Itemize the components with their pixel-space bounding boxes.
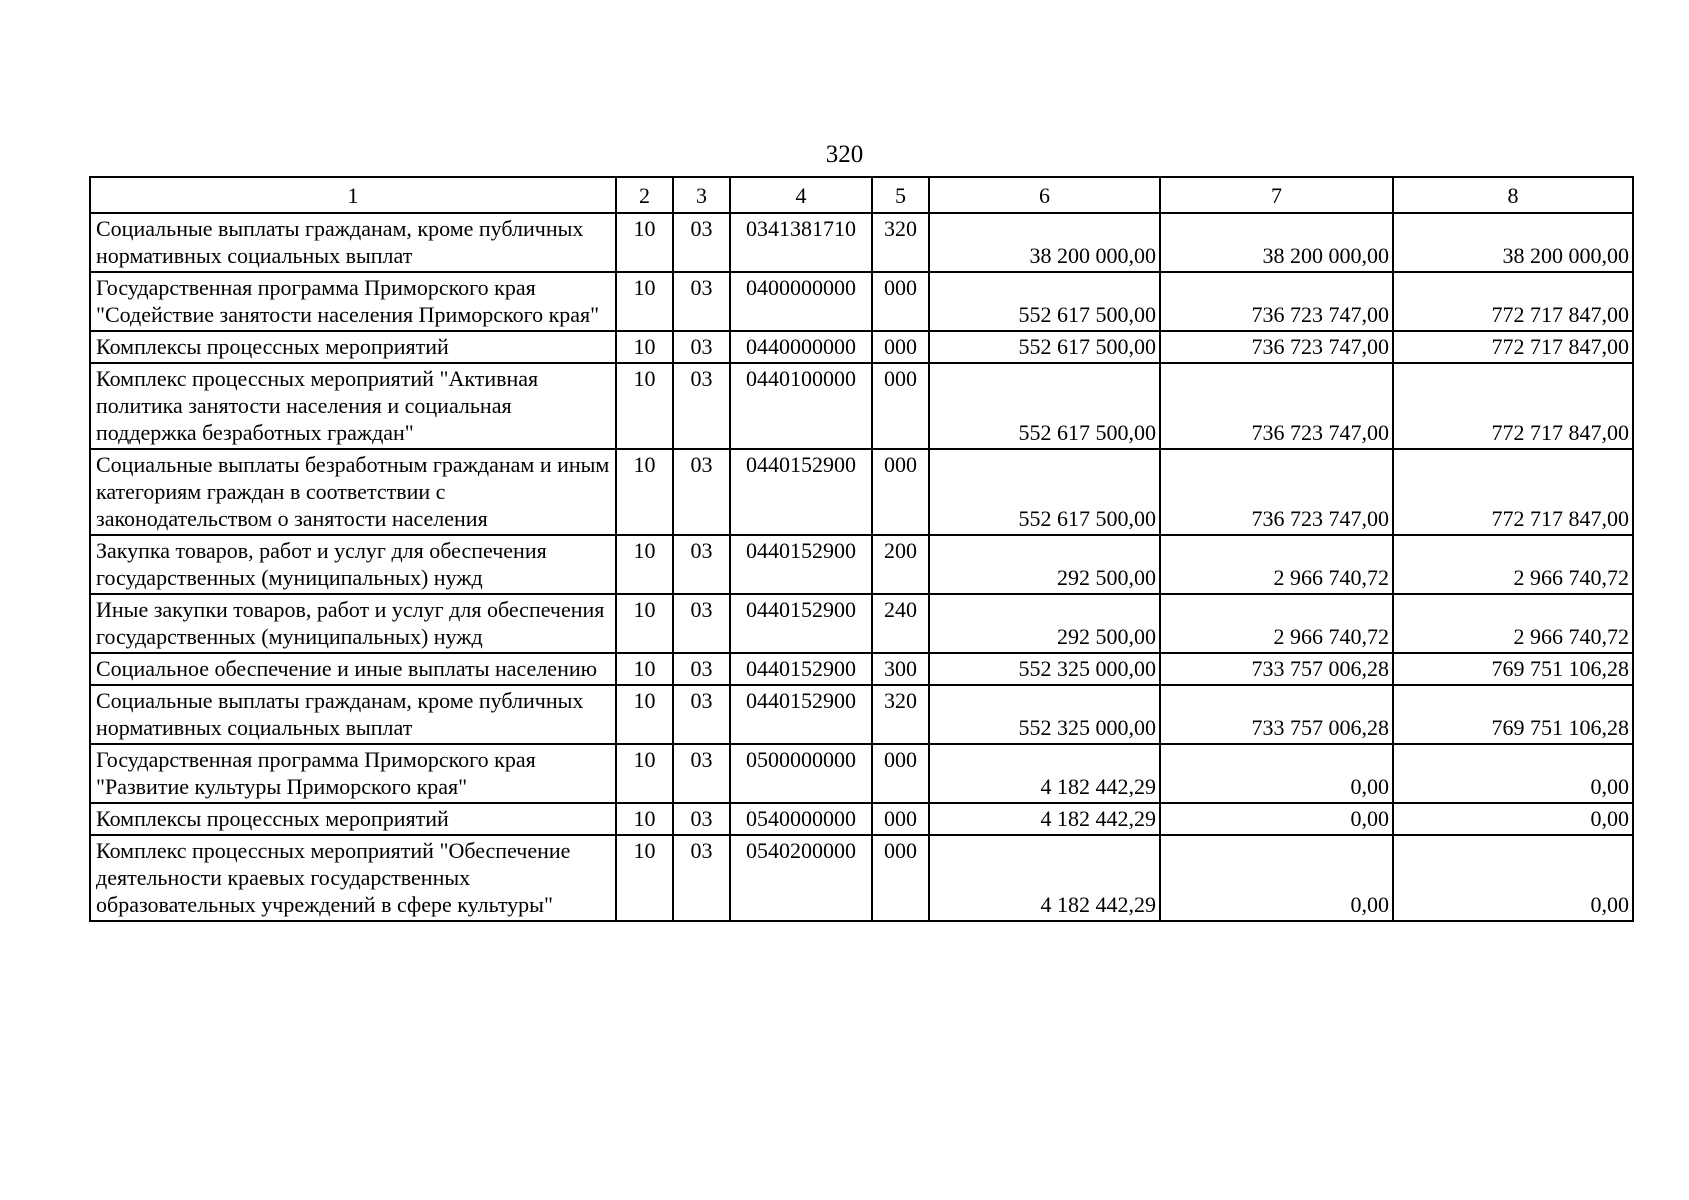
amount-col-8: 772 717 847,00 <box>1393 272 1633 331</box>
table-row <box>90 272 1633 331</box>
amount-col-7: 2 966 740,72 <box>1160 594 1393 653</box>
column-header: 1 <box>90 177 616 213</box>
expense-type-code: 000 <box>872 331 929 363</box>
amount-col-7: 736 723 747,00 <box>1160 363 1393 449</box>
target-article-code: 0500000000 <box>730 744 872 803</box>
expense-type-code: 000 <box>872 449 929 535</box>
subsection-code: 03 <box>673 213 730 272</box>
table-row <box>90 449 1633 535</box>
table-row <box>90 685 1633 744</box>
amount-col-8: 38 200 000,00 <box>1393 213 1633 272</box>
table-row <box>90 744 1633 803</box>
expense-type-code: 000 <box>872 803 929 835</box>
amount-col-8: 772 717 847,00 <box>1393 363 1633 449</box>
column-header: 6 <box>929 177 1160 213</box>
amount-col-7: 0,00 <box>1160 803 1393 835</box>
row-name: Социальные выплаты гражданам, кроме публичных нормативных социальных выплат <box>90 685 616 744</box>
amount-col-6: 552 325 000,00 <box>929 685 1160 744</box>
expense-type-code: 320 <box>872 685 929 744</box>
subsection-code: 03 <box>673 803 730 835</box>
amount-col-6: 552 617 500,00 <box>929 449 1160 535</box>
section-code: 10 <box>616 213 673 272</box>
target-article-code: 0400000000 <box>730 272 872 331</box>
row-name: Социальные выплаты безработным гражданам и иным категориям граждан в соответствии с законодательством о занятости населения <box>90 449 616 535</box>
table-row <box>90 331 1633 363</box>
target-article-code: 0341381710 <box>730 213 872 272</box>
subsection-code: 03 <box>673 685 730 744</box>
amount-col-7: 733 757 006,28 <box>1160 685 1393 744</box>
subsection-code: 03 <box>673 594 730 653</box>
subsection-code: 03 <box>673 363 730 449</box>
target-article-code: 0440100000 <box>730 363 872 449</box>
row-name: Иные закупки товаров, работ и услуг для обеспечения государственных (муниципальных) нужд <box>90 594 616 653</box>
table-header-row <box>90 177 1633 213</box>
amount-col-7: 38 200 000,00 <box>1160 213 1393 272</box>
row-name: Государственная программа Приморского края "Содействие занятости населения Приморского края" <box>90 272 616 331</box>
amount-col-8: 769 751 106,28 <box>1393 685 1633 744</box>
target-article-code: 0540000000 <box>730 803 872 835</box>
amount-col-8: 2 966 740,72 <box>1393 535 1633 594</box>
amount-col-6: 4 182 442,29 <box>929 744 1160 803</box>
expense-type-code: 000 <box>872 272 929 331</box>
expense-type-code: 300 <box>872 653 929 685</box>
column-header: 3 <box>673 177 730 213</box>
budget-table <box>89 176 1634 922</box>
subsection-code: 03 <box>673 449 730 535</box>
amount-col-7: 0,00 <box>1160 744 1393 803</box>
amount-col-6: 552 617 500,00 <box>929 272 1160 331</box>
table-row <box>90 363 1633 449</box>
section-code: 10 <box>616 363 673 449</box>
amount-col-6: 552 325 000,00 <box>929 653 1160 685</box>
section-code: 10 <box>616 449 673 535</box>
expense-type-code: 000 <box>872 363 929 449</box>
column-header: 8 <box>1393 177 1633 213</box>
row-name: Государственная программа Приморского края "Развитие культуры Приморского края" <box>90 744 616 803</box>
amount-col-7: 2 966 740,72 <box>1160 535 1393 594</box>
amount-col-6: 552 617 500,00 <box>929 331 1160 363</box>
section-code: 10 <box>616 803 673 835</box>
row-name: Комплексы процессных мероприятий <box>90 803 616 835</box>
column-header: 2 <box>616 177 673 213</box>
target-article-code: 0440152900 <box>730 449 872 535</box>
amount-col-7: 736 723 747,00 <box>1160 331 1393 363</box>
target-article-code: 0440152900 <box>730 594 872 653</box>
row-name: Комплексы процессных мероприятий <box>90 331 616 363</box>
amount-col-8: 0,00 <box>1393 803 1633 835</box>
subsection-code: 03 <box>673 744 730 803</box>
column-header: 4 <box>730 177 872 213</box>
subsection-code: 03 <box>673 653 730 685</box>
table-body <box>90 177 1633 921</box>
target-article-code: 0540200000 <box>730 835 872 921</box>
table-row <box>90 803 1633 835</box>
amount-col-8: 772 717 847,00 <box>1393 331 1633 363</box>
amount-col-6: 4 182 442,29 <box>929 835 1160 921</box>
row-name: Закупка товаров, работ и услуг для обеспечения государственных (муниципальных) нужд <box>90 535 616 594</box>
expense-type-code: 000 <box>872 835 929 921</box>
amount-col-7: 736 723 747,00 <box>1160 449 1393 535</box>
table-row <box>90 653 1633 685</box>
amount-col-6: 292 500,00 <box>929 535 1160 594</box>
amount-col-7: 0,00 <box>1160 835 1393 921</box>
section-code: 10 <box>616 594 673 653</box>
table-row <box>90 535 1633 594</box>
amount-col-8: 772 717 847,00 <box>1393 449 1633 535</box>
section-code: 10 <box>616 685 673 744</box>
target-article-code: 0440152900 <box>730 535 872 594</box>
table-row <box>90 213 1633 272</box>
amount-col-8: 769 751 106,28 <box>1393 653 1633 685</box>
row-name: Социальные выплаты гражданам, кроме публичных нормативных социальных выплат <box>90 213 616 272</box>
section-code: 10 <box>616 744 673 803</box>
expense-type-code: 320 <box>872 213 929 272</box>
subsection-code: 03 <box>673 535 730 594</box>
target-article-code: 0440000000 <box>730 331 872 363</box>
column-header: 7 <box>1160 177 1393 213</box>
subsection-code: 03 <box>673 331 730 363</box>
table-row <box>90 835 1633 921</box>
expense-type-code: 200 <box>872 535 929 594</box>
row-name: Комплекс процессных мероприятий "Активная политика занятости населения и социальная поддержка безработных граждан" <box>90 363 616 449</box>
section-code: 10 <box>616 272 673 331</box>
section-code: 10 <box>616 835 673 921</box>
target-article-code: 0440152900 <box>730 653 872 685</box>
amount-col-8: 0,00 <box>1393 835 1633 921</box>
amount-col-8: 0,00 <box>1393 744 1633 803</box>
section-code: 10 <box>616 535 673 594</box>
subsection-code: 03 <box>673 835 730 921</box>
amount-col-6: 292 500,00 <box>929 594 1160 653</box>
amount-col-6: 4 182 442,29 <box>929 803 1160 835</box>
amount-col-6: 38 200 000,00 <box>929 213 1160 272</box>
column-header: 5 <box>872 177 929 213</box>
section-code: 10 <box>616 653 673 685</box>
section-code: 10 <box>616 331 673 363</box>
table-row <box>90 594 1633 653</box>
amount-col-8: 2 966 740,72 <box>1393 594 1633 653</box>
subsection-code: 03 <box>673 272 730 331</box>
row-name: Комплекс процессных мероприятий "Обеспечение деятельности краевых государственных образовательных учреждений в сфере культуры" <box>90 835 616 921</box>
page-number: 320 <box>825 141 864 168</box>
expense-type-code: 000 <box>872 744 929 803</box>
amount-col-6: 552 617 500,00 <box>929 363 1160 449</box>
expense-type-code: 240 <box>872 594 929 653</box>
amount-col-7: 736 723 747,00 <box>1160 272 1393 331</box>
target-article-code: 0440152900 <box>730 685 872 744</box>
amount-col-7: 733 757 006,28 <box>1160 653 1393 685</box>
row-name: Социальное обеспечение и иные выплаты населению <box>90 653 616 685</box>
